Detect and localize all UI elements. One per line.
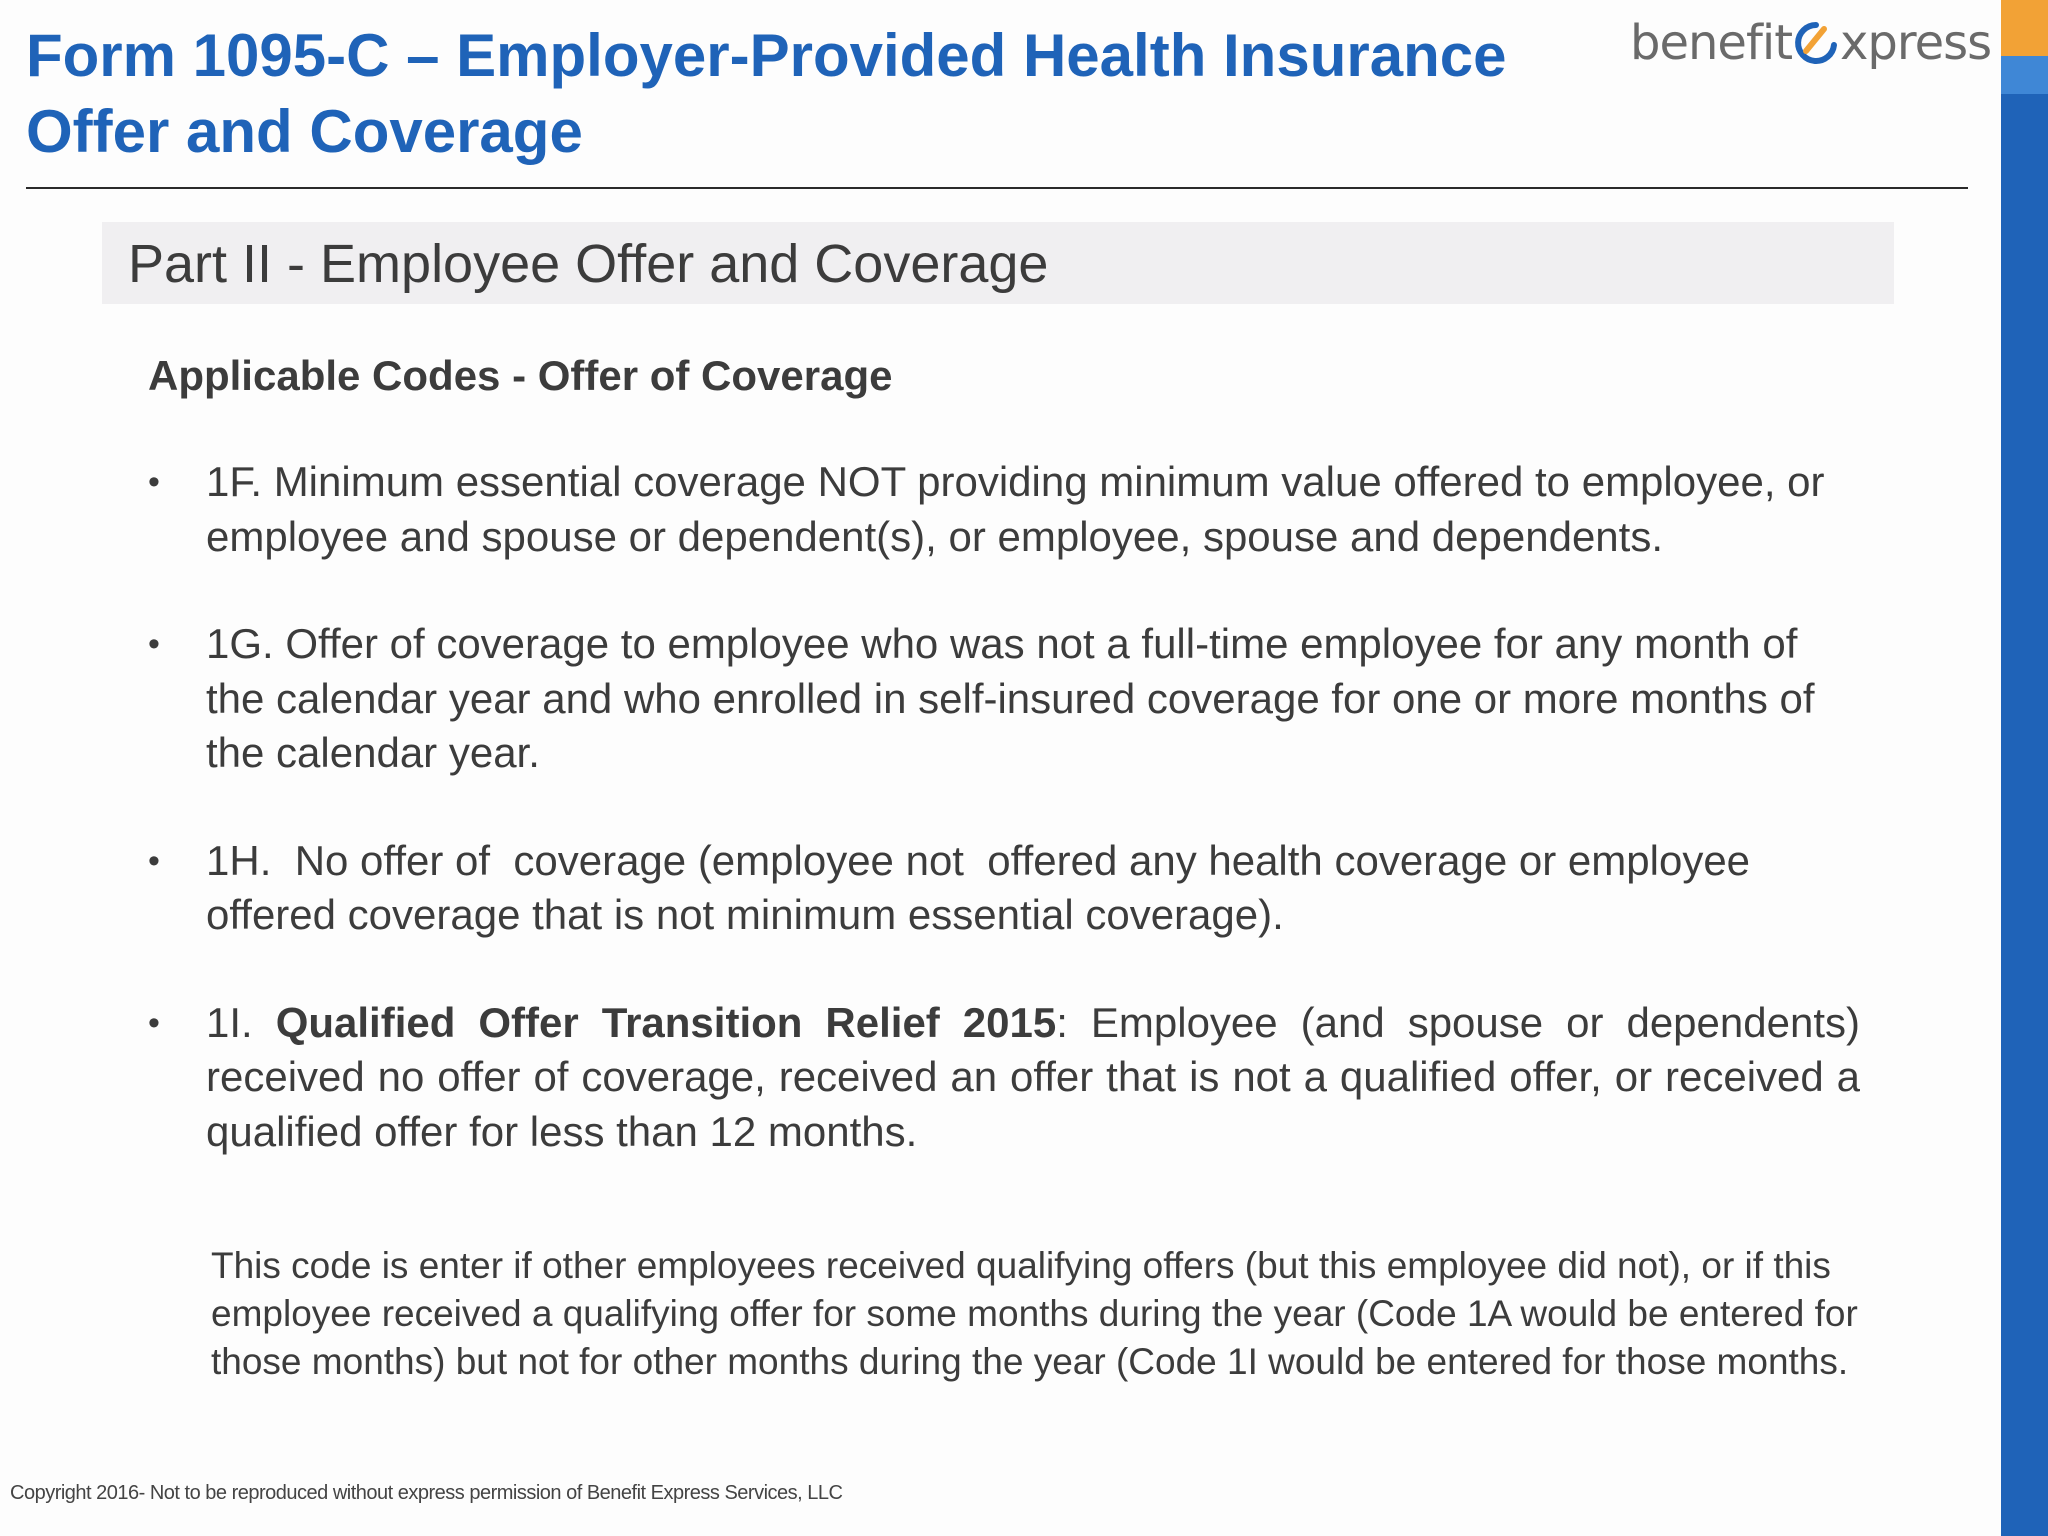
right-accent-bar <box>2001 0 2048 1536</box>
bullet-dot: • <box>148 1003 160 1042</box>
code-1i-note: This code is enter if other employees received qualifying offers (but this employee did not), or if this employee received a qualifying offer for some months during the year (Code 1A would be entered for those months) but not for other months during the year (Code 1I would be entered for those months. <box>211 1245 1858 1382</box>
list-item-text: 1F. Minimum essential coverage NOT providing minimum value offered to employee, or employee and spouse or dependent(s), or employee, spouse and dependents. <box>206 458 1825 560</box>
section-header-box <box>102 222 1894 304</box>
list-item-code: 1I. <box>206 998 253 1046</box>
subheading: Applicable Codes - Offer of Coverage <box>148 352 893 399</box>
list-item-bold-label: Qualified Offer Transition Relief 2015 <box>275 998 1057 1046</box>
logo-swoosh-icon <box>1794 21 1838 65</box>
bullet-dot: • <box>148 841 160 880</box>
page-title-line2: Offer and Coverage <box>26 98 583 165</box>
list-item-1i <box>140 996 1860 1160</box>
logo-text-left: benefit <box>1630 15 1793 71</box>
code-list <box>140 455 1860 1159</box>
bullet-dot: • <box>148 625 160 663</box>
page-title-line1: Form 1095-C – Employer-Provided Health Insurance <box>26 22 1507 89</box>
bullet-dot: • <box>148 463 160 501</box>
list-item-1f <box>140 455 1860 564</box>
accent-orange-block <box>2001 0 2048 56</box>
section-heading: Part II - Employee Offer and Coverage <box>128 234 1049 294</box>
list-item-1h <box>140 834 1860 943</box>
list-item-text: 1H. No offer of coverage (employee not offered any health coverage or employee offered coverage that is not minimum essential coverage). <box>206 836 1762 938</box>
list-item-text: : Employee (and spouse or dependents) received no offer of coverage, received an offer that is not a qualified offer, or received a qualified offer for less than 12 months. <box>206 998 1860 1155</box>
page-title <box>26 18 1586 170</box>
copyright-footer: Copyright 2016- Not to be reproduced without express permission of Benefit Express Services, LLC <box>10 1482 843 1504</box>
accent-light-block <box>2001 56 2048 94</box>
title-divider <box>26 187 1968 189</box>
benefitexpress-logo <box>1630 12 1992 82</box>
list-item-1g <box>140 617 1860 781</box>
logo-text-right: xpress <box>1840 15 1992 71</box>
list-item-text: 1G. Offer of coverage to employee who was not a full-time employee for any month of the calendar year and who enrolled in self-insured coverage for one or more months of the calendar year. <box>206 620 1815 776</box>
